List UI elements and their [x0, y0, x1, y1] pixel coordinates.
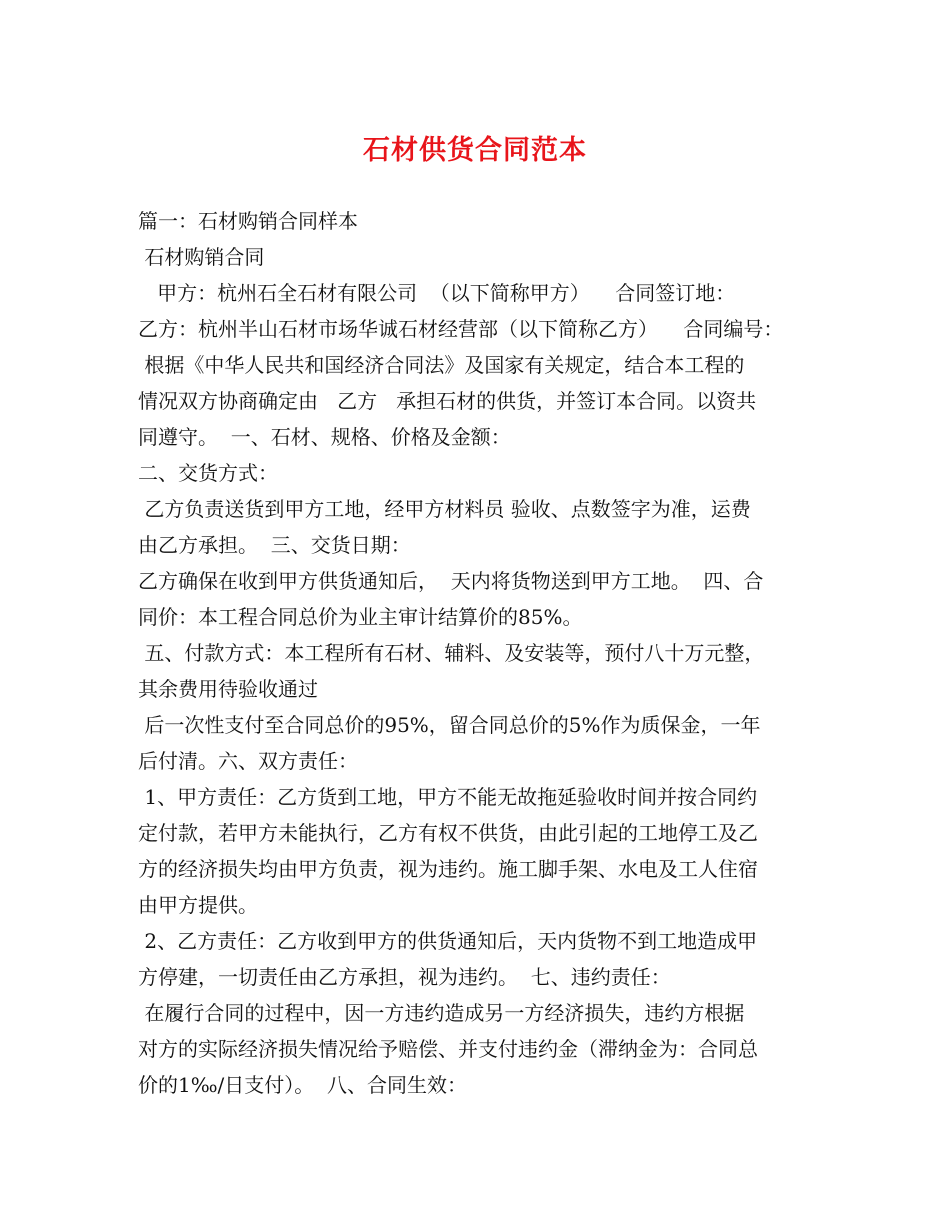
text-line: 甲方：杭州石全石材有限公司 （以下简称甲方） 合同签订地：	[138, 281, 736, 305]
document-title: 石材供货合同范本	[363, 135, 587, 166]
text-line: 石材购销合同	[138, 245, 265, 269]
text-line: 二、交货方式：	[138, 461, 278, 485]
text-line: 由甲方提供。	[138, 893, 258, 917]
text-line: 乙方确保在收到甲方供货通知后， 天内将货物送到甲方工地。 四、合	[138, 569, 764, 593]
text-line: 方停建，一切责任由乙方承担，视为违约。 七、违约责任：	[138, 965, 671, 989]
text-line: 同价：本工程合同总价为业主审计结算价的85%。	[138, 605, 583, 629]
text-line: 后付清。六、双方责任：	[138, 749, 358, 773]
text-line: 篇一：石材购销合同样本	[138, 209, 358, 233]
text-line: 方的经济损失均由甲方负责，视为违约。施工脚手架、水电及工人住宿	[138, 857, 758, 881]
text-line: 在履行合同的过程中，因一方违约造成另一方经济损失，违约方根据	[138, 1001, 745, 1025]
text-line: 由乙方承担。 三、交货日期：	[138, 533, 411, 557]
text-line: 1、甲方责任：乙方货到工地，甲方不能无故拖延验收时间并按合同约	[138, 785, 758, 809]
text-line: 根据《中华人民共和国经济合同法》及国家有关规定，结合本工程的	[138, 353, 745, 377]
text-line: 后一次性支付至合同总价的95%，留合同总价的5%作为质保金，一年	[138, 713, 761, 737]
text-line: 2、乙方责任：乙方收到甲方的供货通知后，天内货物不到工地造成甲	[138, 929, 758, 953]
text-line: 对方的实际经济损失情况给予赔偿、并支付违约金（滞纳金为：合同总	[138, 1037, 758, 1061]
text-line: 价的1‰/日支付）。 八、合同生效：	[138, 1073, 468, 1097]
text-line: 其余费用待验收通过	[138, 677, 318, 701]
text-line: 定付款，若甲方未能执行，乙方有权不供货，由此引起的工地停工及乙	[138, 821, 758, 845]
text-line: 乙方：杭州半山石材市场华诚石材经营部（以下简称乙方） 合同编号：	[138, 317, 784, 341]
document-body	[138, 203, 828, 1103]
text-line: 乙方负责送货到甲方工地，经甲方材料员 验收、点数签字为准，运费	[138, 497, 751, 521]
text-line: 情况双方协商确定由 乙方 承担石材的供货，并签订本合同。以资共	[138, 389, 757, 413]
text-line: 同遵守。 一、石材、规格、价格及金额：	[138, 425, 511, 449]
text-line: 五、付款方式：本工程所有石材、辅料、及安装等，预付八十万元整，	[138, 641, 765, 665]
